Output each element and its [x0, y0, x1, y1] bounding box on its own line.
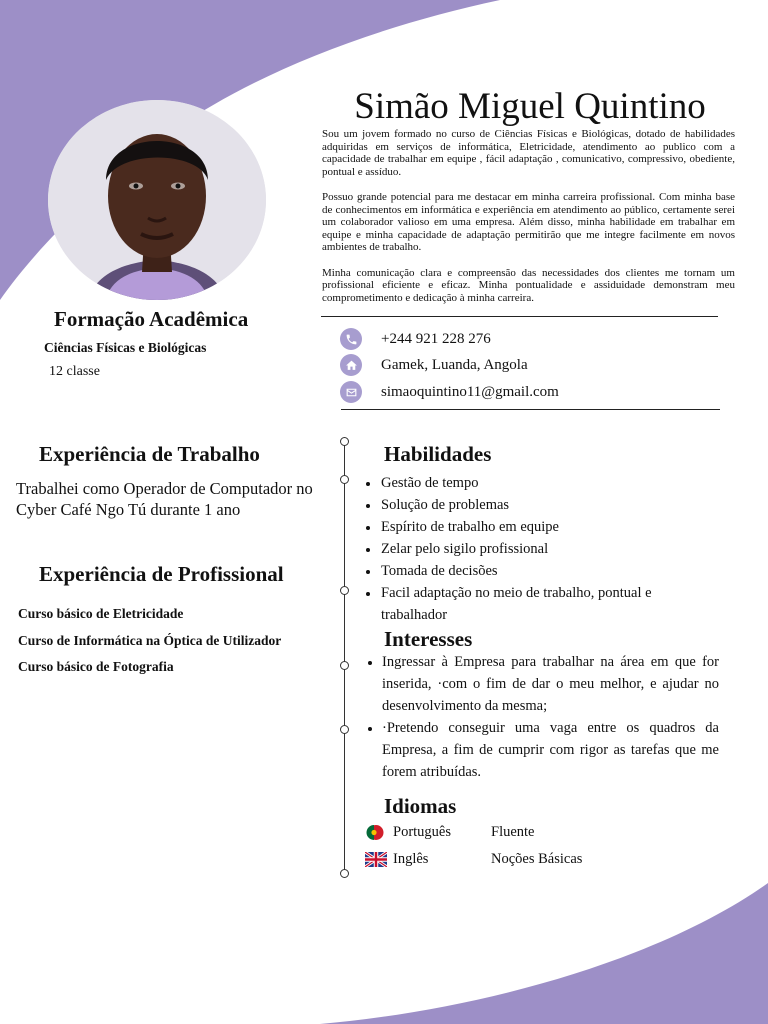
work-title: Experiência de Trabalho: [39, 442, 260, 466]
skills-list: [364, 472, 714, 626]
professional-title: Experiência de Profissional: [39, 562, 284, 586]
language-level: Noções Básicas: [491, 850, 583, 867]
list-item: ·Pretendo conseguir uma vaga entre os quadros da Empresa, a fim de cumprir com rigor as tarefas que me forem atribuídas.: [364, 717, 719, 783]
professional-list: [18, 604, 281, 684]
email-address[interactable]: simaoquintino11@gmail.com: [381, 383, 559, 400]
avatar: [48, 100, 266, 300]
profile-photo: [48, 100, 266, 300]
bottom-wave-shape: [320, 883, 768, 1024]
list-item: Espírito de trabalho em equipe: [364, 516, 714, 538]
candidate-name: Simão Miguel Quintino: [354, 86, 706, 127]
list-item: Solução de problemas: [364, 494, 714, 516]
education-course: Ciências Físicas e Biológicas: [44, 340, 207, 355]
language-row: [365, 822, 705, 842]
summary-paragraph: Minha comunicação clara e compreensão das necessidades dos clientes me tornam um profissional eficiente e eficaz. Minha pontualidade e assiduidade demonstram meu comprometimento e dedicação à minha carreira.: [322, 266, 735, 304]
timeline-line: [344, 443, 345, 874]
list-item: Gestão de tempo: [364, 472, 714, 494]
mail-icon: [340, 381, 362, 403]
languages-title: Idiomas: [384, 794, 457, 818]
summary-paragraph: Sou um jovem formado no curso de Ciências Físicas e Biológicas, dotado de habilidades adquiridas em serviços de informática, Eletricidade, atendimento ao publico com a capacidade de trabalhar em equipe , fácil adaptação , comunicativo, compressivo, obediente, pontual e assíduo.: [322, 128, 735, 178]
contact-address: [340, 353, 730, 377]
education-level: 12 classe: [49, 364, 100, 379]
skills-title: Habilidades: [384, 442, 492, 466]
timeline-dot: [340, 869, 349, 878]
divider: [321, 316, 718, 317]
contact-email: [340, 380, 730, 404]
address-text: Gamek, Luanda, Angola: [381, 356, 528, 373]
interests-title: Interesses: [384, 627, 473, 651]
timeline-dot: [340, 586, 349, 595]
phone-number: +244 921 228 276: [381, 330, 491, 347]
language-name: Inglês: [393, 850, 429, 867]
list-item: Curso básico de Fotografia: [18, 659, 174, 674]
interests-list: [364, 651, 719, 783]
language-row: [365, 849, 705, 869]
list-item: Curso de Informática na Óptica de Utilizador: [18, 632, 282, 648]
timeline-dot: [340, 661, 349, 670]
home-icon: [340, 354, 362, 376]
timeline-dot: [340, 475, 349, 484]
list-item: Tomada de decisões: [364, 560, 714, 582]
education-title: Formação Acadêmica: [54, 307, 249, 331]
timeline-dot: [340, 725, 349, 734]
phone-icon: [340, 328, 362, 350]
contact-phone: [340, 327, 730, 351]
list-item: Facil adaptação no meio de trabalho, pontual e trabalhador: [364, 582, 714, 626]
timeline-dot: [340, 437, 349, 446]
profile-summary: [322, 128, 735, 317]
list-item: Zelar pelo sigilo profissional: [364, 538, 714, 560]
list-item: Curso básico de Eletricidade: [18, 606, 184, 621]
work-description: Trabalhei como Operador de Computador no Cyber Café Ngo Tú durante 1 ano: [16, 479, 313, 519]
language-level: Fluente: [491, 823, 535, 840]
summary-paragraph: Possuo grande potencial para me destacar em minha carreira profissional. Com minha base de conhecimentos em informática e experiência em atendimento ao público, certamente serei um colaborador valioso em uma empresa. Além disso, minha habilidade em trabalhar em equipe e minha capacidade de adaptação permitirão que me integre facilmente em novos ambientes de trabalho.: [322, 191, 735, 253]
language-name: Português: [393, 823, 451, 840]
uk-flag-icon: [365, 852, 387, 867]
list-item: Ingressar à Empresa para trabalhar na área em que for inserida, ·com o fim de dar o meu melhor, e ajudar no desenvolvimento da mesma;: [364, 651, 719, 717]
divider: [341, 409, 720, 410]
portugal-flag-icon: [365, 825, 387, 840]
